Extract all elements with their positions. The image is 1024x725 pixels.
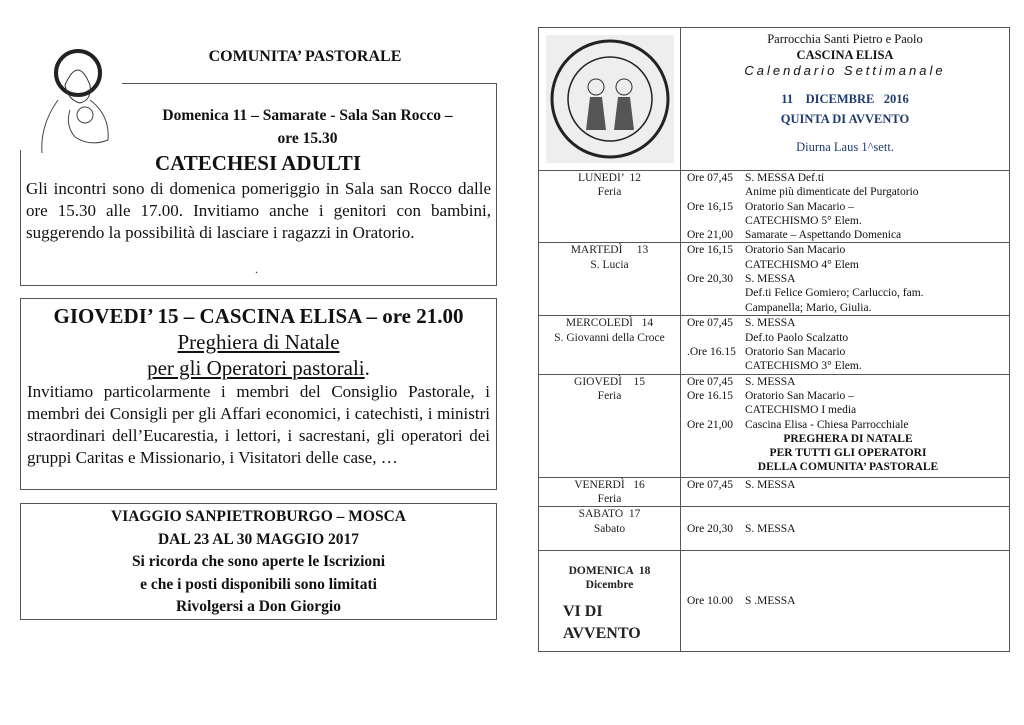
event-time: Ore 10.00 — [687, 595, 733, 608]
event-text: Cascina Elisa - Chiesa Parrocchiale — [745, 418, 909, 431]
event-highlight: PER TUTTI GLI OPERATORI — [769, 447, 927, 460]
event-line — [687, 418, 1009, 432]
event-line — [687, 272, 1009, 286]
event-text: S. MESSA — [745, 273, 796, 286]
events-cell — [681, 551, 1010, 652]
event-text: Oratorio San Macario – — [745, 200, 854, 213]
event-time: Ore 07,45 — [687, 172, 733, 184]
calendar-row — [539, 316, 1010, 374]
event-text: Def.ti Felice Gomiero; Carluccio, fam. — [745, 287, 924, 300]
event-highlight: DELLA COMUNITA’ PASTORALE — [757, 461, 939, 474]
day-label: LUNEDI’ 12 — [577, 172, 642, 184]
day-label: MERCOLEDÌ 14 — [565, 317, 654, 330]
day-label: SABATO 17 — [578, 508, 641, 521]
calendar-table — [538, 27, 1010, 652]
event-line — [687, 185, 1009, 199]
event-text: Oratorio San Macario — [745, 244, 846, 257]
event-line — [687, 389, 1009, 403]
page-title: COMUNITA’ PASTORALE — [208, 48, 402, 65]
event-time: Ore 07,45 — [687, 317, 733, 330]
events-cell — [681, 243, 1010, 316]
event-time — [687, 185, 745, 199]
calendar-row — [539, 171, 1010, 243]
event-time: Ore 16,15 — [687, 244, 733, 257]
event-line — [687, 214, 1009, 228]
day-sub: S. Giovanni della Croce — [554, 331, 665, 344]
event-text: S. MESSA — [745, 522, 796, 535]
event-line — [687, 316, 1009, 330]
catechesi-subtitle — [130, 104, 485, 150]
day-sub: Sabato — [593, 522, 626, 535]
event-time — [687, 286, 745, 300]
day-sub: Dicembre — [585, 579, 634, 592]
day-sub: Feria — [597, 186, 622, 199]
event-time: Ore 21,00 — [687, 418, 733, 431]
event-line — [687, 243, 1009, 257]
date: 11 DICEMBRE 2016 — [781, 92, 909, 106]
parish-seal-icon — [546, 35, 674, 163]
catechesi-body: Gli incontri sono di domenica pomeriggio in Sala san Rocco dalle ore 15.30 alle 17.00. Invitiamo anche i genitori con bambini, suggerendo la possibilità di lasciare i ragazzi in Oratorio. — [26, 179, 491, 242]
calendar-title: Calendario Settimanale — [744, 63, 946, 78]
event-time: Ore 21,00 — [687, 229, 733, 242]
event-text: Samarate – Aspettando Domenica — [745, 229, 902, 242]
event-text: Anime più dimenticate del Purgatorio — [745, 186, 919, 199]
day-cell — [539, 171, 681, 243]
subtitle-line: ore 15.30 — [277, 130, 338, 147]
event-line — [687, 478, 1009, 492]
calendar-row — [539, 551, 1010, 652]
event-text: CATECHISMO I media — [745, 404, 857, 417]
event-highlight: PREGHERA DI NATALE — [783, 432, 913, 445]
event-line — [687, 228, 1009, 242]
event-time — [687, 301, 745, 315]
event-line — [687, 286, 1009, 300]
calendar-row — [539, 374, 1010, 477]
event-time — [687, 258, 745, 272]
day-cell — [539, 374, 681, 477]
catechesi-heading: CATECHESI ADULTI — [155, 151, 361, 175]
event-line — [687, 200, 1009, 214]
day-cell — [539, 477, 681, 507]
place-name: CASCINA ELISA — [796, 48, 894, 62]
header-cell — [681, 28, 1010, 171]
day-cell — [539, 507, 681, 551]
day-label: MARTEDÌ 13 — [570, 244, 649, 257]
event-line — [687, 258, 1009, 272]
event-line — [687, 594, 1009, 608]
viaggio-line: Si ricorda che sono aperte le Iscrizioni — [131, 553, 386, 570]
event-line — [687, 301, 1009, 315]
event-time: Ore 16,15 — [687, 200, 733, 213]
event-line — [687, 331, 1009, 345]
events-cell — [681, 374, 1010, 477]
event-line — [687, 522, 1009, 536]
extra-line: VI DI — [563, 602, 603, 620]
event-text: Oratorio San Macario – — [745, 389, 854, 402]
parish-name: Parrocchia Santi Pietro e Paolo — [767, 32, 923, 46]
preghiera-title: Preghiera di Natale — [177, 330, 340, 354]
events-cell — [681, 171, 1010, 243]
event-time: Ore 07,45 — [687, 478, 733, 491]
event-line — [687, 171, 1009, 185]
vi-di-avvento — [539, 601, 680, 645]
event-time — [687, 331, 745, 345]
day-sub: S. Lucia — [590, 258, 629, 271]
event-line — [687, 403, 1009, 417]
event-text: Oratorio San Macario — [745, 346, 846, 359]
event-time: Ore 20,30 — [687, 273, 733, 286]
event-text: Def.to Paolo Scalzatto — [745, 331, 849, 344]
events-cell — [681, 507, 1010, 551]
event-time — [687, 214, 745, 228]
liturgical-sunday: QUINTA DI AVVENTO — [780, 112, 910, 126]
event-line — [687, 345, 1009, 359]
seal-cell — [539, 28, 681, 171]
day-sub: Feria — [597, 389, 622, 402]
preghiera-body: Invitiamo particolarmente i membri del Consiglio Pastorale, i membri dei Consigli per gli Affari economici, i catechisti, i ministri straordinari dell’Eucarestia, i lettori, i sacrestani, gli operatori dei gruppi Caritas e Missionario, i Visitatori delle case, … — [27, 382, 490, 467]
viaggio-line: DAL 23 AL 30 MAGGIO 2017 — [157, 530, 360, 548]
day-cell — [539, 551, 681, 652]
event-text: S. MESSA Def.ti — [745, 172, 825, 184]
dot: . — [255, 262, 258, 276]
viaggio-line: e che i posti disponibili sono limitati — [140, 575, 377, 593]
event-text: CATECHISMO 3° Elem. — [745, 360, 862, 373]
event-time: Ore 07,45 — [687, 375, 733, 388]
viaggio-box — [20, 503, 497, 620]
events-cell — [681, 477, 1010, 507]
event-time: Ore 20,30 — [687, 522, 733, 535]
event-time: Ore 16.15 — [687, 389, 733, 402]
day-sub: Feria — [597, 492, 622, 505]
day-label: DOMENICA 18 — [568, 564, 651, 577]
event-text: S .MESSA — [745, 595, 796, 608]
event-time: .Ore 16.15 — [687, 346, 736, 359]
day-label: GIOVEDÌ 15 — [574, 375, 645, 388]
preghiera-box — [20, 298, 497, 490]
event-time — [687, 403, 745, 417]
preghiera-title-2 — [27, 355, 490, 381]
title-text: per gli Operatori pastorali — [147, 356, 365, 380]
viaggio-line: VIAGGIO SANPIETROBURGO – MOSCA — [111, 508, 406, 525]
event-text: CATECHISMO 5° Elem. — [745, 214, 862, 227]
event-line — [687, 375, 1009, 389]
event-text: S. MESSA — [745, 375, 796, 388]
event-text: CATECHISMO 4° Elem — [745, 258, 859, 271]
diurna-laus: Diurna Laus 1^sett. — [796, 140, 894, 154]
title-end: . — [364, 356, 370, 380]
events-cell — [681, 316, 1010, 374]
calendar-row — [539, 477, 1010, 507]
day-label: VENERDÌ 16 — [574, 478, 645, 491]
day-cell — [539, 316, 681, 374]
event-line — [687, 359, 1009, 373]
event-text: Campanella; Mario, Giulia. — [745, 301, 872, 314]
extra-line: AVVENTO — [563, 624, 641, 642]
preghiera-heading: GIOVEDI’ 15 – CASCINA ELISA – ore 21.00 — [53, 304, 464, 328]
day-cell — [539, 243, 681, 316]
subtitle-line: Domenica 11 – Samarate - Sala San Rocco – — [162, 107, 453, 124]
event-text: S. MESSA — [745, 317, 796, 330]
event-time — [687, 359, 745, 373]
calendar-row — [539, 507, 1010, 551]
viaggio-line: Rivolgersi a Don Giorgio — [176, 598, 341, 615]
calendar-row — [539, 243, 1010, 316]
event-text: S. MESSA — [745, 478, 796, 491]
